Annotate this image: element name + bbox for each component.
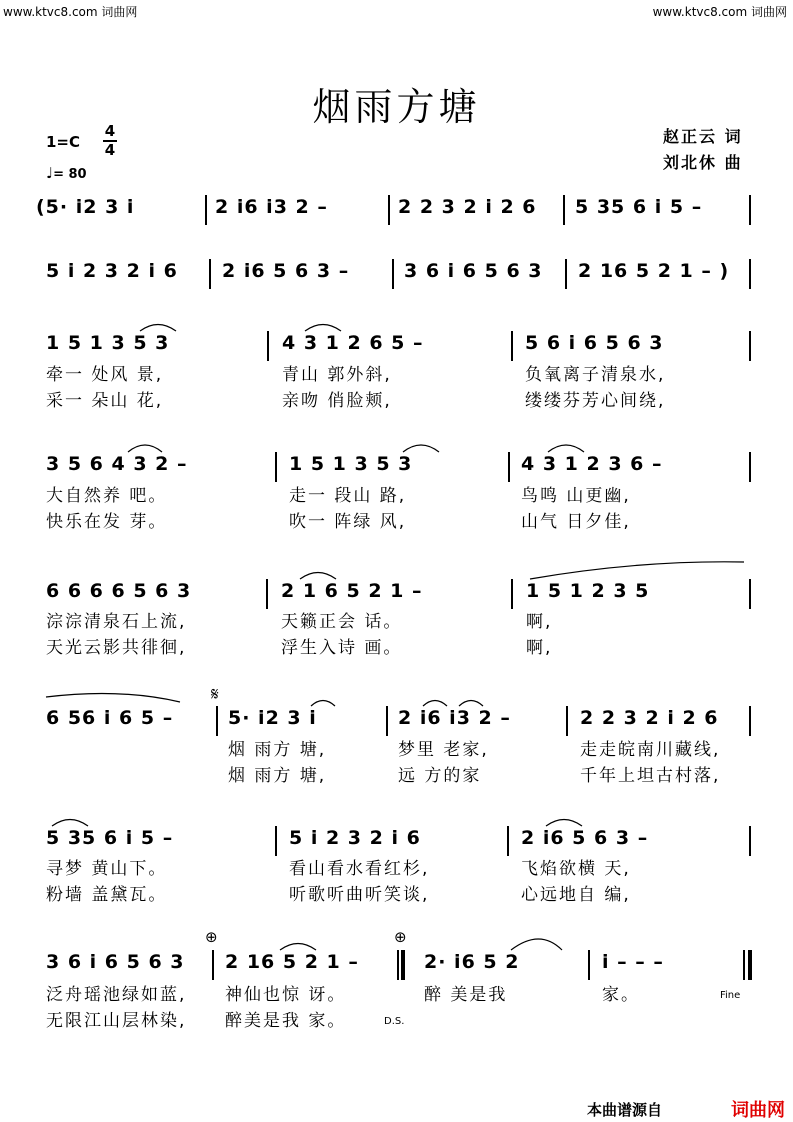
site-logo[interactable]: 词曲网: [731, 1100, 785, 1121]
measure: 2 16 5 2 1 –: [225, 951, 359, 973]
lyric-line: 采一 朵山 花,: [46, 391, 164, 411]
measure: 2· i6 5 2: [424, 951, 520, 973]
slur-mark: [128, 445, 162, 452]
lyricist-credit: 赵正云 词: [663, 127, 743, 146]
slur-mark: [403, 445, 439, 452]
measure: 5 i 2 3 2 i 6: [289, 827, 421, 849]
ds-marking: D.S.: [384, 1016, 405, 1027]
tempo-value: = 80: [53, 167, 87, 182]
lyric-line: 天光云影共徘徊,: [46, 638, 187, 658]
slur-mark: [280, 944, 316, 951]
slur-mark: [46, 693, 180, 702]
measure: (5· i2 3 i: [36, 196, 135, 218]
lyric-line: 鸟鸣 山更幽,: [521, 486, 631, 506]
slur-mark: [511, 939, 562, 950]
measure: 3 6 i 6 5 6 3: [46, 951, 185, 973]
lyric-line: 飞焰欲横 天,: [521, 859, 631, 879]
slur-mark: [548, 445, 584, 452]
slur-mark: [300, 573, 336, 580]
measure: 5· i2 3 i: [228, 707, 317, 729]
measure: 6 56 i 6 5 –: [46, 707, 174, 729]
lyric-line: 远 方的家: [398, 766, 482, 786]
lyric-line: 无限江山层林染,: [46, 1011, 187, 1031]
source-text: 本曲谱源自: [587, 1101, 663, 1119]
lyric-line: 亲吻 俏脸颊,: [282, 391, 392, 411]
measure: i – – –: [602, 951, 664, 973]
quarter-note-icon: ♩: [46, 164, 54, 182]
lyric-line: 家。: [602, 985, 640, 1005]
lyric-line: 心远地自 编,: [521, 885, 631, 905]
lyric-line: 负氧离子清泉水,: [525, 365, 666, 385]
key-signature: 1=C: [46, 133, 81, 151]
measure: 6 6 6 6 5 6 3: [46, 580, 192, 602]
time-sig-top: 4: [104, 122, 116, 140]
lyric-line: 烟 雨方 塘,: [228, 766, 327, 786]
measure: 2 i6 5 6 3 –: [222, 260, 350, 282]
lyric-line: 牵一 处风 景,: [46, 365, 164, 385]
lyric-line: 啊,: [526, 638, 553, 658]
lyric-line: 大自然养 吧。: [46, 486, 168, 506]
watermark-right: www.ktvc8.com 词曲网: [652, 5, 787, 19]
measure: 3 5 6 4 3 2 –: [46, 453, 188, 475]
lyric-line: 快乐在发 芽。: [46, 512, 168, 532]
measure: 2 2 3 2 i 2 6: [580, 707, 719, 729]
measure: 2 i6 5 6 3 –: [521, 827, 649, 849]
slur-mark: [52, 820, 88, 827]
lyric-line: 淙淙清泉石上流,: [46, 612, 187, 632]
segno-icon: 𝄋: [211, 684, 219, 705]
coda-icon: ⊕: [394, 928, 407, 946]
time-sig-bottom: 4: [104, 141, 116, 159]
coda-icon: ⊕: [205, 928, 218, 946]
measure: 5 35 6 i 5 –: [575, 196, 703, 218]
slur-mark: [305, 325, 341, 332]
lyric-line: 山气 日夕佳,: [521, 512, 631, 532]
slur-mark: [311, 701, 335, 707]
song-title: 烟雨方塘: [312, 85, 481, 129]
measure: 1 5 1 2 3 5: [526, 580, 650, 602]
measure: 2 16 5 2 1 – ): [578, 260, 730, 282]
lyric-line: 粉墙 盖黛瓦。: [46, 885, 168, 905]
lyric-line: 走一 段山 路,: [289, 486, 407, 506]
measure: 4 3 1 2 6 5 –: [282, 332, 424, 354]
lyric-line: 天籁正会 话。: [281, 612, 403, 632]
measure: 4 3 1 2 3 6 –: [521, 453, 663, 475]
slur-mark: [459, 701, 483, 707]
measure: 2 i6 i3 2 –: [398, 707, 511, 729]
slur-mark: [546, 820, 582, 827]
measure: 5 35 6 i 5 –: [46, 827, 174, 849]
composer-credit: 刘北休 曲: [663, 153, 743, 172]
lyric-line: 青山 郭外斜,: [282, 365, 392, 385]
measure: 1 5 1 3 5 3: [46, 332, 170, 354]
measure: 1 5 1 3 5 3: [289, 453, 413, 475]
measure: 5 i 2 3 2 i 6: [46, 260, 178, 282]
slur-mark: [140, 325, 176, 332]
lyric-line: 千年上坦古村落,: [580, 766, 721, 786]
lyric-line: 梦里 老家,: [398, 740, 489, 760]
fine-marking: Fine: [720, 990, 741, 1001]
lyric-line: 醉 美是我: [424, 985, 508, 1005]
lyric-line: 醉美是我 家。: [225, 1011, 347, 1031]
measure: 5 6 i 6 5 6 3: [525, 332, 664, 354]
lyric-line: 浮生入诗 画。: [281, 638, 403, 658]
lyric-line: 听歌听曲听笑谈,: [289, 885, 430, 905]
slur-mark: [530, 562, 744, 579]
lyric-line: 寻梦 黄山下。: [46, 859, 168, 879]
lyric-line: 缕缕芬芳心间绕,: [525, 391, 666, 411]
lyric-line: 神仙也惊 讶。: [225, 985, 347, 1005]
lyric-line: 烟 雨方 塘,: [228, 740, 327, 760]
lyric-line: 走走皖南川藏线,: [580, 740, 721, 760]
watermark-left: www.ktvc8.com 词曲网: [3, 5, 138, 19]
lyric-line: 吹一 阵绿 风,: [289, 512, 407, 532]
measure: 2 i6 i3 2 –: [215, 196, 328, 218]
lyric-line: 泛舟瑶池绿如蓝,: [46, 985, 187, 1005]
lyric-line: 看山看水看红杉,: [289, 859, 430, 879]
measure: 3 6 i 6 5 6 3: [404, 260, 543, 282]
lyric-line: 啊,: [526, 612, 553, 632]
measure: 2 2 3 2 i 2 6: [398, 196, 537, 218]
measure: 2 1 6 5 2 1 –: [281, 580, 423, 602]
slur-mark: [423, 701, 447, 707]
